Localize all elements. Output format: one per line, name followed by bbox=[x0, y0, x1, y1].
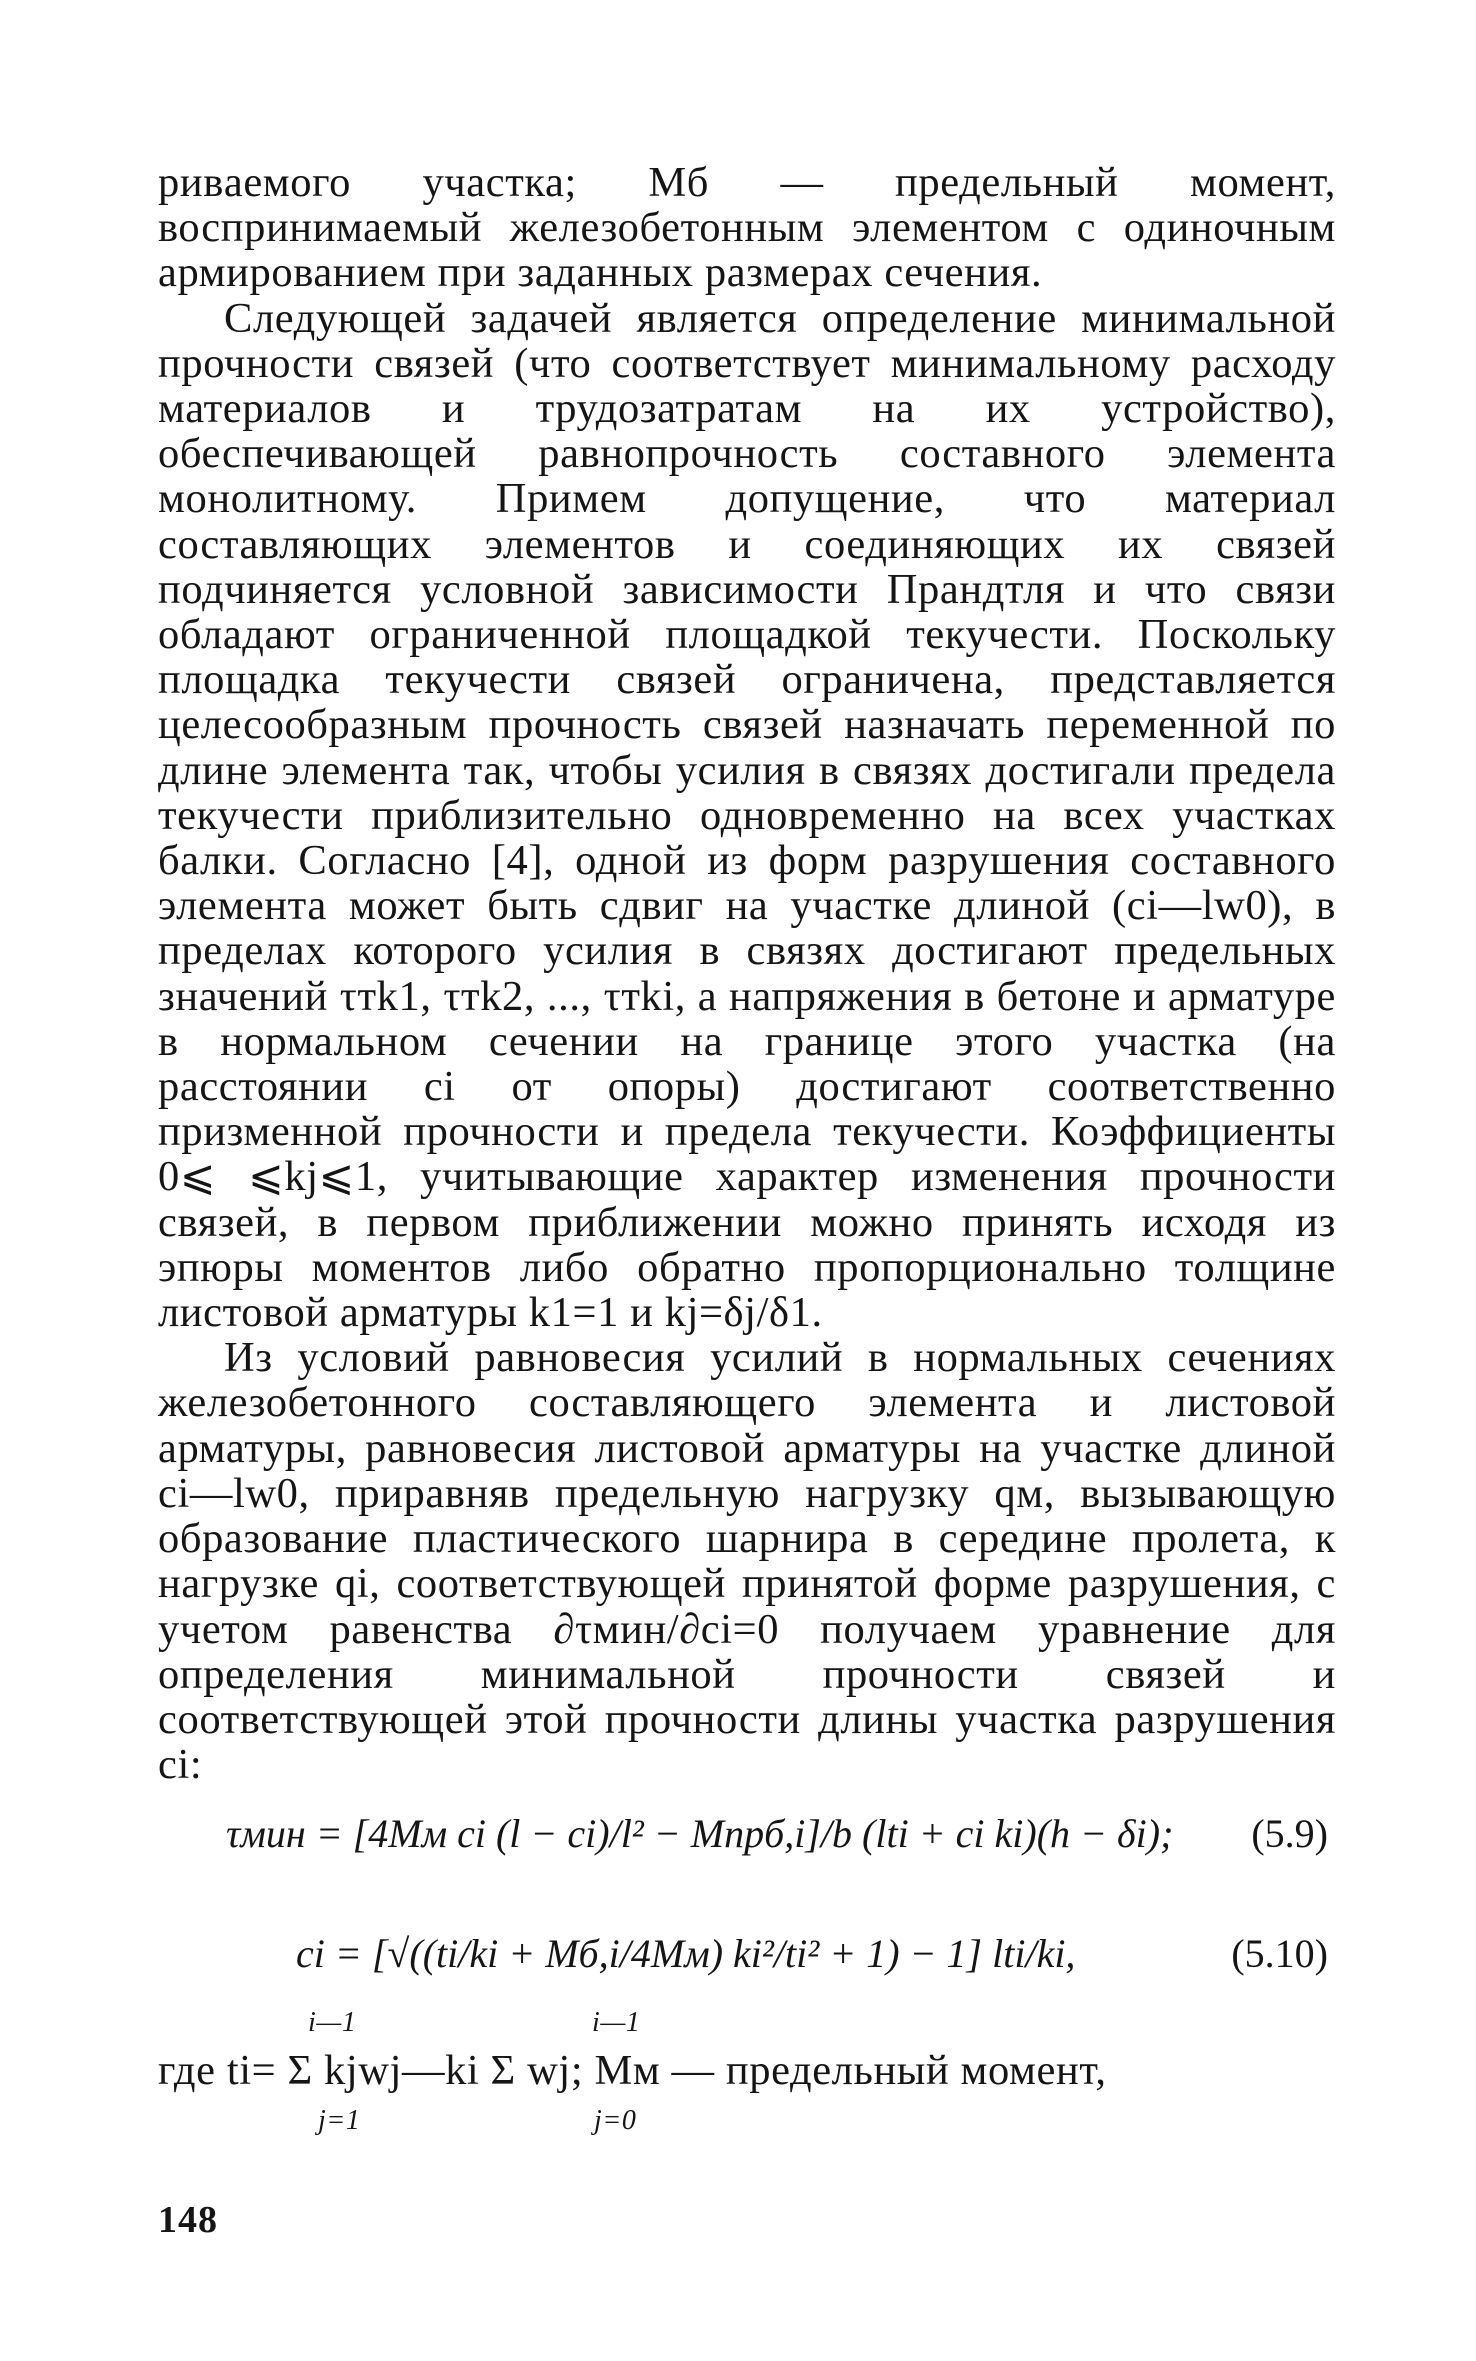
where-text: Σ kjwj—ki Σ wj; Mм — предельный момент, bbox=[287, 2047, 1107, 2094]
page-number: 148 bbox=[158, 2199, 218, 2241]
body-text bbox=[158, 160, 1336, 1787]
sum-upper-limit-2: i—1 bbox=[592, 2007, 641, 2038]
sum-lower-limit-1: j=1 bbox=[318, 2105, 361, 2136]
equation-5-9-body: τмин = [4Mм ci (l − ci)/l² − Mпрб,i]/b (lti + ci ki)(h − δi); bbox=[226, 1811, 1174, 1856]
equation-5-10-body: ci = [√((ti/ki + Mб,i/4Mм) ki²/ti² + 1) − 1] lti/ki, bbox=[296, 1931, 1076, 1976]
where-clause bbox=[158, 2007, 1336, 2136]
paragraph-2: Следующей задачей является определение минимальной прочности связей (что соответствует минимальному расходу материалов и трудозатратам на их устройство), обеспечивающей равнопрочность составного элемента монолитному. Примем допущение, что материал составляющих элементов и соединяющих их связей подчиняется условной зависимости Прандтля и что связи обладают ограниченной площадкой текучести. Поскольку площадка текучести связей ограничена, представляется целесообразным прочность связей назначать переменной по длине элемента так, чтобы усилия в связях достигали предела текучести приблизительно одновременно на всех участках балки. Согласно [4], одной из форм разрушения составного элемента может быть сдвиг на участке длиной (ci—lw0), в пределах которого усилия в связях достигают предельных значений τтk1, τтk2, ..., τтki, а напряжения в бетоне и арматуре в нормальном сечении на границе этого участка (на расстоянии ci от опоры) достигают соответственно призменной прочности и предела текучести. Коэффициенты 0⩽ ⩽kj⩽1, учитывающие характер изменения прочности связей, в первом приближении можно принять исходя из эпюры моментов либо обратно пропорционально толщине листовой арматуры k1=1 и kj=δj/δ1. bbox=[158, 294, 1336, 1337]
equation-5-10-number: (5.10) bbox=[1231, 1931, 1328, 1976]
equation-5-9-number: (5.9) bbox=[1251, 1811, 1328, 1856]
paragraph-1: ривaемого участка; Мб — предельный момент, воспринимаемый железобетонным элементом с одиночным армированием при заданных размерах сечения. bbox=[158, 159, 1336, 297]
where-prefix: где ti= bbox=[158, 2047, 277, 2094]
sum-upper-limit-1: i—1 bbox=[308, 2007, 357, 2038]
paragraph-3: Из условий равновесия усилий в нормальных сечениях железобетонного составляющего элемента и листовой арматуры, равновесия листовой арматуры на участке длиной ci—lw0, приравняв предельную нагрузку qм, вызывающую образование пластического шарнира в середине пролета, к нагрузке qi, соответствующей принятой форме разрушения, с учетом равенства ∂τмин/∂ci=0 получаем уравнение для определения минимальной прочности связей и соответствующей этой прочности длины участка разрушения ci: bbox=[158, 1334, 1336, 1789]
sum-lower-limit-2: j=0 bbox=[594, 2105, 637, 2136]
